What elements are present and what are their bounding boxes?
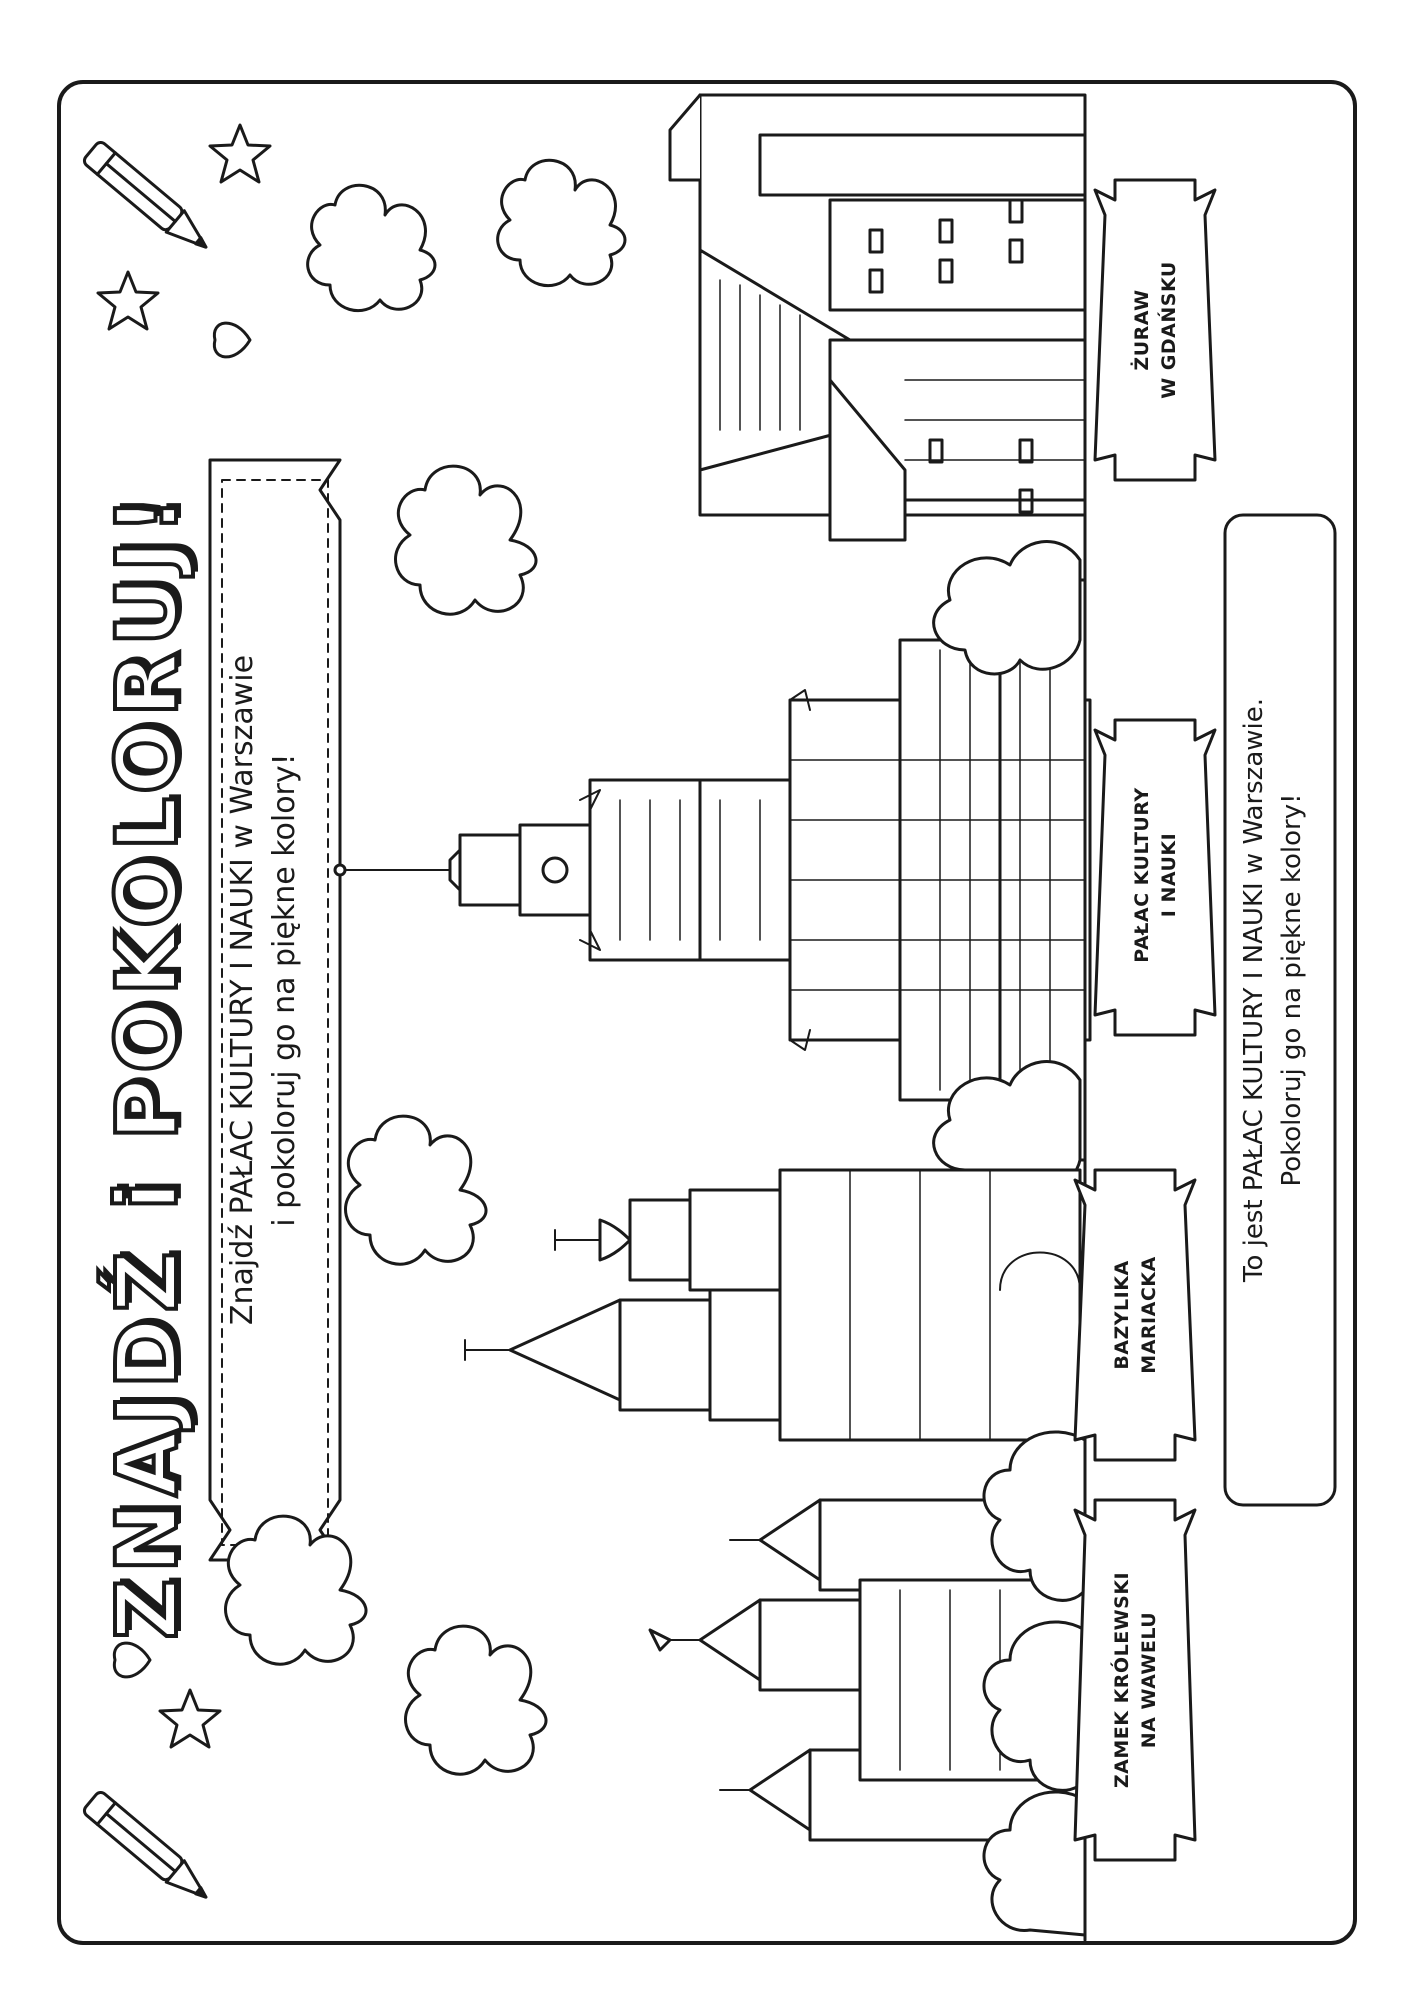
heart-icon <box>214 323 250 357</box>
label-wawel <box>1109 1520 1163 1840</box>
instruction-line-1: Znajdź PAŁAC KULTURY I NAUKI w Warszawie <box>225 654 260 1326</box>
pencil-icon <box>82 1790 215 1908</box>
cloud-icon <box>498 160 625 285</box>
instruction-line-2: i pokoloruj go na piękne kolory! <box>267 753 302 1227</box>
instruction-text <box>222 480 306 1500</box>
cloud-icon <box>406 1626 546 1774</box>
label-palace-line-2: I NAUKI <box>1158 832 1180 918</box>
page-title: ZNAJDŹ i POKOLORUJ! <box>98 490 196 1640</box>
label-palace-line-1: PAŁAC KULTURY <box>1131 787 1153 963</box>
label-basilica-line-2: MARIACKA <box>1138 1256 1160 1374</box>
cloud-icon <box>226 1516 366 1664</box>
star-icon <box>98 272 158 329</box>
cloud-icon <box>396 466 536 614</box>
crane-gdansk-drawing <box>670 95 1085 540</box>
cloud-icon <box>346 1116 486 1264</box>
label-zuraw-line-1: ŻURAW <box>1131 289 1153 371</box>
label-wawel-line-2: NA WAWELU <box>1138 1611 1160 1749</box>
pencil-icon <box>82 140 215 258</box>
shrub-drawing <box>984 1432 1085 1935</box>
label-palace <box>1129 740 1183 1010</box>
basilica-mariacka-drawing <box>465 1170 1085 1440</box>
label-zuraw-line-2: W GDAŃSKU <box>1158 261 1180 399</box>
answer-box-text <box>1235 510 1311 1470</box>
label-wawel-line-1: ZAMEK KRÓLEWSKI <box>1111 1571 1133 1789</box>
answer-line-1: To jest PAŁAC KULTURY I NAUKI w Warszawie. <box>1239 697 1269 1283</box>
label-zuraw <box>1129 200 1183 460</box>
cloud-icon <box>308 185 435 310</box>
label-basilica-line-1: BAZYLIKA <box>1111 1260 1133 1370</box>
star-icon <box>210 125 270 182</box>
answer-line-2: Pokoloruj go na piękne kolory! <box>1277 793 1307 1187</box>
label-basilica <box>1109 1190 1163 1440</box>
